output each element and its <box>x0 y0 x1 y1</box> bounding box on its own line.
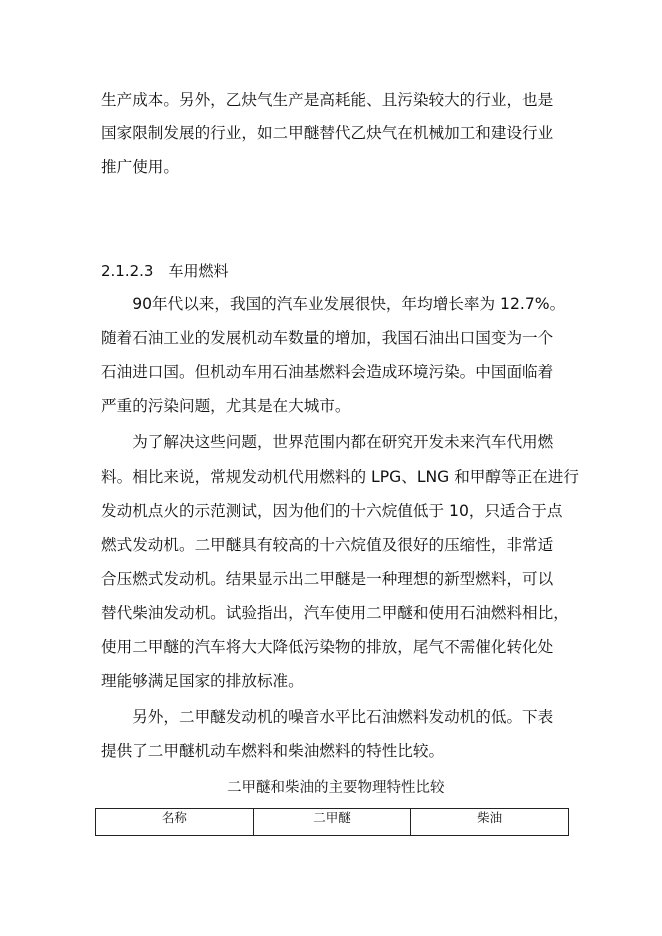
body-text-line: 合压燃式发动机。结果显示出二甲醚是一种理想的新型燃料，可以 <box>101 570 554 588</box>
body-text-line: 90年代以来，我国的汽车业发展很快，年均增长率为 12.7%。 <box>101 295 566 313</box>
body-text-line: 替代柴油发动机。试验指出，汽车使用二甲醚和使用石油燃料相比， <box>101 604 569 622</box>
body-text-line: 理能够满足国家的排放标准。 <box>101 672 304 690</box>
header-dme: 二甲醚 <box>253 809 411 836</box>
body-text-line: 为了解决这些问题，世界范围内都在研究开发未来汽车代用燃 <box>101 433 554 451</box>
body-text-line: 随着石油工业的发展机动车数量的增加，我国石油出口国变为一个 <box>101 329 554 347</box>
header-diesel: 柴油 <box>411 809 569 836</box>
body-text-line: 生产成本。另外，乙炔气生产是高耗能、且污染较大的行业，也是 <box>101 91 554 109</box>
header-name: 名称 <box>96 809 254 836</box>
section-heading: 2.1.2.3 车用燃料 <box>101 262 229 280</box>
body-text-line: 使用二甲醚的汽车将大大降低污染物的排放，尾气不需催化转化处 <box>101 638 554 656</box>
body-text-line: 另外，二甲醚发动机的噪音水平比石油燃料发动机的低。下表 <box>101 708 554 726</box>
table-caption: 二甲醚和柴油的主要物理特性比较 <box>227 780 445 796</box>
body-text-line: 料。相比来说，常规发动机代用燃料的 LPG、LNG 和甲醇等正在进行 <box>101 468 579 486</box>
body-text-line: 石油进口国。但机动车用石油基燃料会造成环境污染。中国面临着 <box>101 363 554 381</box>
body-text-line: 推广使用。 <box>101 158 179 176</box>
body-text-line: 燃式发动机。二甲醚具有较高的十六烷值及很好的压缩性，非常适 <box>101 536 554 554</box>
properties-table <box>95 808 569 836</box>
body-text-line: 国家限制发展的行业，如二甲醚替代乙炔气在机械加工和建设行业 <box>101 124 554 142</box>
body-text-line: 提供了二甲醚机动车燃料和柴油燃料的特性比较。 <box>101 742 445 760</box>
body-text-line: 发动机点火的示范测试，因为他们的十六烷值低于 10，只适合于点 <box>101 502 563 520</box>
body-text-line: 严重的污染问题，尤其是在大城市。 <box>101 397 351 415</box>
table-header-row <box>96 809 569 836</box>
